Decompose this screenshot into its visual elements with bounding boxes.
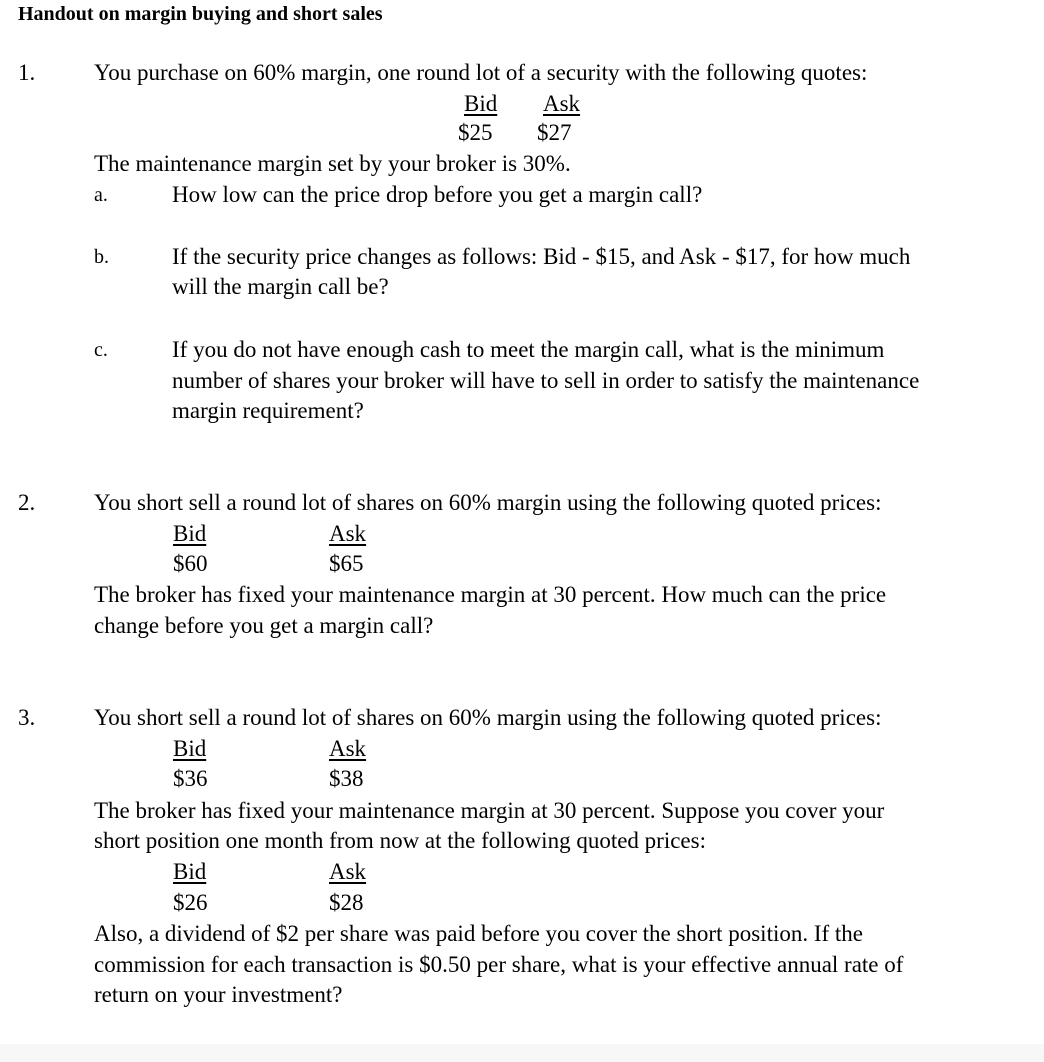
q2-ask-label: Ask <box>329 521 367 546</box>
page-bottom-edge <box>0 1044 1044 1062</box>
q2-bid-label: Bid <box>173 521 207 546</box>
page-title: Handout on margin buying and short sales <box>18 3 383 25</box>
q1-part-b-line-2: will the margin call be? <box>172 274 389 299</box>
q2-ask-value: $65 <box>329 551 364 576</box>
q3-bid-label: Bid <box>173 736 207 761</box>
q1-bid-label: Bid <box>464 91 498 116</box>
q3-line-b2: commission for each transaction is $0.50 per share, what is your effective annual rate of <box>94 952 904 977</box>
q3-ask-value-2: $28 <box>329 890 364 915</box>
q1-maintenance: The maintenance margin set by your broker is 30%. <box>94 151 571 176</box>
question-3-number: 3. <box>18 705 36 730</box>
question-1-number: 1. <box>18 60 36 85</box>
q1-ask-label: Ask <box>543 91 581 116</box>
question-1-intro: You purchase on 60% margin, one round lot of a security with the following quotes: <box>94 60 868 85</box>
q3-ask-value: $38 <box>329 766 364 791</box>
q1-bid-value: $25 <box>458 120 493 145</box>
q1-part-b-label: b. <box>94 246 109 268</box>
q3-bid-label-2: Bid <box>173 859 207 884</box>
q3-ask-label-2: Ask <box>329 859 367 884</box>
q1-part-a-label: a. <box>94 184 108 206</box>
q2-line-1: The broker has fixed your maintenance margin at 30 percent. How much can the price <box>94 582 887 607</box>
q1-part-c-line-3: margin requirement? <box>172 398 364 423</box>
q3-ask-label: Ask <box>329 736 367 761</box>
q2-line-2: change before you get a margin call? <box>94 613 434 638</box>
q3-line-b1: Also, a dividend of $2 per share was paid before you cover the short position. If the <box>94 921 864 946</box>
q3-bid-value-2: $26 <box>173 890 208 915</box>
question-2-number: 2. <box>18 490 36 515</box>
q3-bid-value: $36 <box>173 766 208 791</box>
question-2-intro: You short sell a round lot of shares on 60% margin using the following quoted prices: <box>94 490 882 515</box>
q1-part-c-label: c. <box>94 339 108 361</box>
question-3-intro: You short sell a round lot of shares on 60% margin using the following quoted prices: <box>94 705 882 730</box>
q1-part-c-line-2: number of shares your broker will have to sell in order to satisfy the maintenance <box>172 368 920 393</box>
q2-bid-value: $60 <box>173 551 208 576</box>
q1-ask-value: $27 <box>537 120 572 145</box>
q3-line-b3: return on your investment? <box>94 982 343 1007</box>
q1-part-a-line-1: How low can the price drop before you get a margin call? <box>172 182 703 207</box>
q3-line-a2: short position one month from now at the following quoted prices: <box>94 828 706 853</box>
q1-part-b-line-1: If the security price changes as follows: Bid - $15, and Ask - $17, for how much <box>172 244 911 269</box>
q1-part-c-line-1: If you do not have enough cash to meet the margin call, what is the minimum <box>172 337 885 362</box>
q3-line-a1: The broker has fixed your maintenance margin at 30 percent. Suppose you cover your <box>94 798 885 823</box>
